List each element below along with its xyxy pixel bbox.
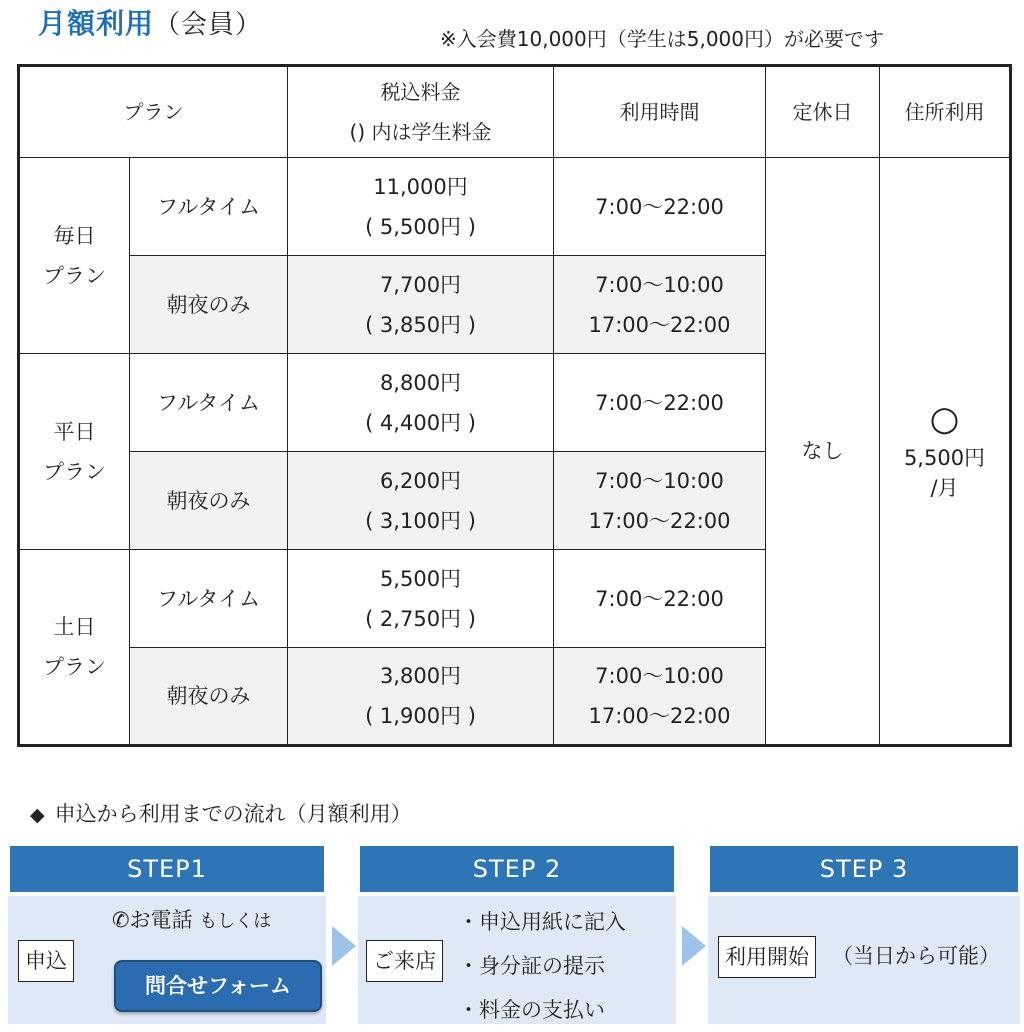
page-title bbox=[38, 4, 262, 45]
step-1-label: STEP1 bbox=[10, 846, 324, 892]
plan-price: 6,200円 ( 3,100円 ) bbox=[288, 452, 554, 550]
phone-contact bbox=[112, 904, 271, 938]
step-1-body bbox=[8, 896, 326, 1024]
phone-or-text: もしくは bbox=[199, 911, 272, 932]
plan-price: 11,000円 ( 5,500円 ) bbox=[288, 158, 554, 256]
plan-type: 朝夜のみ bbox=[130, 452, 288, 550]
step-2-body bbox=[358, 896, 676, 1024]
step-2-label: STEP 2 bbox=[360, 846, 674, 892]
header-plan: プラン bbox=[19, 66, 288, 158]
plan-price: 7,700円 ( 3,850円 ) bbox=[288, 256, 554, 354]
plan-group-name: 平日 プラン bbox=[19, 354, 130, 550]
arrow-right-icon bbox=[332, 926, 356, 966]
address-price: 5,500円 bbox=[903, 446, 986, 470]
phone-text: お電話 bbox=[129, 908, 193, 932]
table-row bbox=[19, 158, 1011, 256]
step-3-label: STEP 3 bbox=[710, 846, 1018, 892]
plan-hours: 7:00〜10:00 17:00〜22:00 bbox=[554, 452, 766, 550]
header-price-line2: () 内は学生料金 bbox=[349, 120, 492, 144]
plan-hours: 7:00〜22:00 bbox=[554, 158, 766, 256]
membership-fee-note: ※入会費10,000円（学生は5,000円）が必要です bbox=[440, 27, 884, 51]
header-address: 住所利用 bbox=[880, 66, 1011, 158]
plan-price: 3,800円 ( 1,900円 ) bbox=[288, 648, 554, 746]
step-2-bullets bbox=[458, 900, 626, 1032]
step-2-panel bbox=[358, 846, 676, 1024]
step-3-box: 利用開始 bbox=[718, 936, 816, 978]
page-title-main: 月額利用 bbox=[38, 7, 155, 40]
plan-type: フルタイム bbox=[130, 354, 288, 452]
table-header-row bbox=[19, 66, 1011, 158]
phone-icon: ✆ bbox=[112, 908, 130, 932]
step-3-panel bbox=[708, 846, 1020, 1024]
header-hours: 利用時間 bbox=[554, 66, 766, 158]
step-2-box: ご来店 bbox=[366, 940, 443, 982]
plan-group-name: 毎日 プラン bbox=[19, 158, 130, 354]
plan-type: 朝夜のみ bbox=[130, 256, 288, 354]
list-item: ・申込用紙に記入 bbox=[458, 910, 626, 934]
inquiry-form-button[interactable]: 問合せフォーム bbox=[114, 960, 322, 1012]
plan-hours: 7:00〜22:00 bbox=[554, 354, 766, 452]
plan-type: フルタイム bbox=[130, 550, 288, 648]
step-1-panel bbox=[8, 846, 326, 1024]
plan-price: 5,500円 ( 2,750円 ) bbox=[288, 550, 554, 648]
circle-mark-icon: ○ bbox=[929, 399, 960, 439]
plan-hours: 7:00〜10:00 17:00〜22:00 bbox=[554, 648, 766, 746]
plan-hours: 7:00〜22:00 bbox=[554, 550, 766, 648]
plan-type: フルタイム bbox=[130, 158, 288, 256]
plan-hours: 7:00〜10:00 17:00〜22:00 bbox=[554, 256, 766, 354]
header-price-line1: 税込料金 bbox=[380, 80, 461, 104]
step-3-body bbox=[708, 896, 1020, 1024]
step-3-note: （当日から可能） bbox=[832, 944, 1000, 968]
plan-type: 朝夜のみ bbox=[130, 648, 288, 746]
address-unit: /月 bbox=[930, 476, 959, 500]
list-item: ・身分証の提示 bbox=[458, 954, 605, 978]
header-closed: 定休日 bbox=[766, 66, 880, 158]
step-1-box: 申込 bbox=[18, 940, 74, 982]
arrow-right-icon bbox=[682, 926, 706, 966]
plan-price: 8,800円 ( 4,400円 ) bbox=[288, 354, 554, 452]
flow-title-text: 申込から利用までの流れ（月額利用） bbox=[54, 802, 412, 826]
plan-group-name: 土日 プラン bbox=[19, 550, 130, 746]
page-title-paren: （会員） bbox=[154, 10, 263, 40]
flow-section-title bbox=[30, 798, 412, 831]
header-price bbox=[288, 66, 554, 158]
address-usage-value bbox=[880, 158, 1011, 746]
pricing-table bbox=[17, 64, 1012, 747]
list-item: ・料金の支払い bbox=[458, 998, 605, 1022]
closed-days-value: なし bbox=[766, 158, 880, 746]
diamond-icon: ◆ bbox=[30, 804, 45, 826]
